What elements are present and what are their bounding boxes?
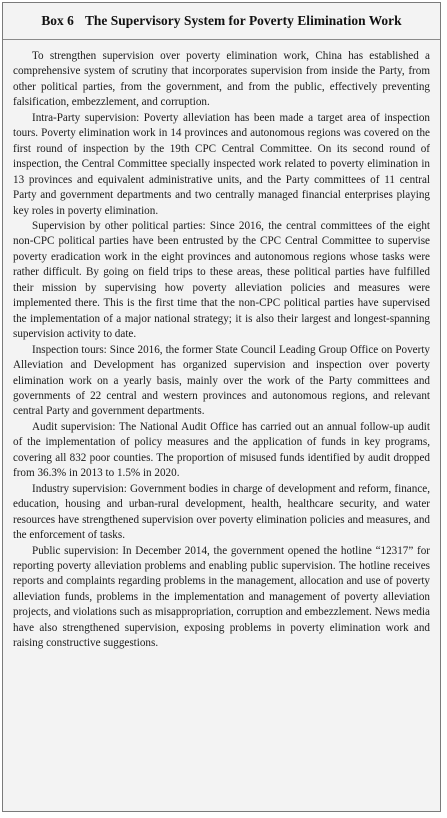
box-title-text: The Supervisory System for Poverty Elimination Work xyxy=(84,13,402,28)
paragraph-intro: To strengthen supervision over poverty elimination work, China has established a comprehensive system of scrutiny that incorporates supervision from inside the Party, from other political parties, from the government, and from the public, effectively preventing falsification, embezzlement, and corruption. xyxy=(13,50,430,109)
paragraph-political-parties-supervision: Supervision by other political parties: Since 2016, the central committees of the eight non-CPC political parties have been entrusted by the CPC Central Committee to supervise poverty eradication work in the eight provinces and autonomous regions whose tasks were rather difficult. By going on field trips to these areas, these political parties have fulfilled their mission by supervising how poverty alleviation policies and measures were implemented there. This is the first time that the non-CPC political parties have supervised the implementation of a major national strategy; it is also their largest and longest-spanning supervision activity to date. xyxy=(13,219,430,341)
paragraph-inspection-tours: Inspection tours: Since 2016, the former State Council Leading Group Office on Poverty Alleviation and Development has organized supervision and inspection over poverty elimination work on a yearly basis, mainly over the work of the Party committees and governments of 22 central and western provinces and autonomous regions, and relevant central Party and government departments. xyxy=(13,343,430,418)
box-number: Box 6 xyxy=(41,13,74,28)
info-box xyxy=(2,2,441,812)
paragraph-industry-supervision: Industry supervision: Government bodies in charge of development and reform, finance, education, housing and urban-rural development, health, healthcare security, and water resources have strengthened supervision over poverty elimination policies and measures, and the enforcement of tasks. xyxy=(13,482,430,542)
box-body xyxy=(3,40,440,652)
box-title xyxy=(41,13,401,29)
paragraph-intra-party-supervision: Intra-Party supervision: Poverty alleviation has been made a target area of inspection tours. Poverty elimination work in 14 provinces and autonomous regions was covered on the first round of inspection by the 19th CPC Central Committee. On its second round of inspection, the Central Committee specially inspected work related to poverty elimination in 13 provinces and equivalent administrative units, and the Party committees of 11 central Party and government departments and two centrally managed financial enterprises playing key roles in poverty elimination. xyxy=(13,111,430,217)
box-header xyxy=(3,3,440,40)
paragraph-public-supervision: Public supervision: In December 2014, the government opened the hotline “12317” for reporting poverty alleviation problems and enabling public supervision. The hotline receives reports and complaints regarding problems in the management, allocation and use of poverty alleviation funds, problems in the implementation and management of poverty alleviation projects, and violations such as misappropriation, corruption and embezzlement. News media have also strengthened supervision, exposing problems in poverty elimination work and raising constructive suggestions. xyxy=(13,544,430,650)
paragraph-audit-supervision: Audit supervision: The National Audit Office has carried out an annual follow-up audit of the implementation of policy measures and the application of funds in key programs, covering all 832 poor counties. The proportion of misused funds identified by audit dropped from 36.3% in 2013 to 1.5% in 2020. xyxy=(13,420,430,480)
